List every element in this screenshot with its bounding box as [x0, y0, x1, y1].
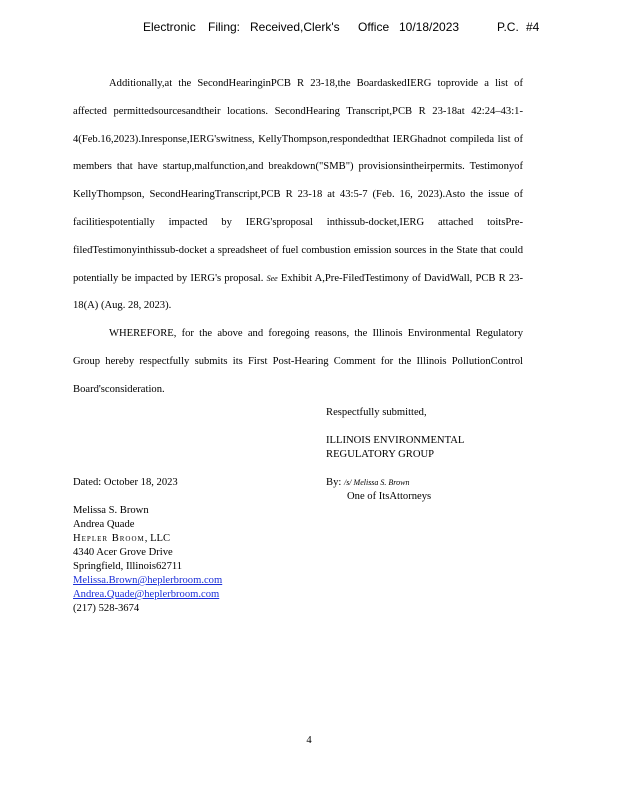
paragraph-1-citation: Exhibit A,Pre-FiledTestimony of DavidWall, PCB R 23-18(A) (Aug. 28, 2023).: [73, 272, 524, 312]
address-line-1: 4340 Acer Grove Drive: [73, 547, 173, 558]
paragraph-2: WHEREFORE, for the above and foregoing reasons, the Illinois Environmental Regulatory Group hereby respectfully submits its First Post-Hearing Comment for the Illinois PollutionControl Board'sconsideration.: [73, 328, 523, 395]
org-name-line1: ILLINOIS ENVIRONMENTAL: [326, 435, 465, 446]
respectfully-submitted: Respectfully submitted,: [326, 407, 427, 418]
org-name-line2: REGULATORY GROUP: [326, 449, 435, 460]
firm-line: [73, 532, 222, 546]
page-number: 4: [306, 735, 312, 746]
contact-name-1: Melissa S. Brown: [73, 505, 149, 516]
email-link-1[interactable]: Melissa.Brown@heplerbroom.com: [73, 575, 223, 586]
signature-block: [326, 406, 464, 504]
header-pc-number: #4: [526, 20, 540, 34]
header-date: 10/18/2023: [399, 20, 460, 34]
header-received: Received,Clerk's: [250, 20, 340, 34]
email-link-2[interactable]: Andrea.Quade@heplerbroom.com: [73, 589, 220, 600]
document-body: [73, 70, 523, 404]
dated-line: Dated: October 18, 2023: [73, 477, 178, 488]
see-signal: See: [266, 273, 278, 283]
header-office: Office: [358, 20, 390, 34]
contact-block: [73, 504, 222, 616]
contact-name-2: Andrea Quade: [73, 519, 135, 530]
address-line-2: Springfield, Illinois62711: [73, 561, 183, 572]
one-of-attorneys: One of ItsAttorneys: [347, 491, 432, 502]
header-pc: P.C.: [497, 20, 519, 34]
electronic-signature: /s/ Melissa S. Brown: [343, 478, 410, 487]
paragraph-1-text: Additionally,at the SecondHearinginPCB R 23-18,the BoardaskedIERG toprovide a list of affected permittedsourcesandtheir locations. SecondHearing Transcript,PCB R 23-18at 42:24–43:1-4(Feb.16,2023).Inresponse,IERG'switness, KellyThompson,respondedthat IERGhadnot compileda list of members that have startup,malfunction,and breakdown("SMB") provisionsintheirpermits. Testimonyof KellyThompson, SecondHearingTranscript,PCB R 23-18 at 43:5-7 (Feb. 16, 2023).Asto the issue of facilitiespotentially impacted by IERG'sproposal inthissub-docket,IERG attached toitsPre-filedTestimonyinthissub-docket a spreadsheet of fuel combustion emission sources in the State that could potentially be impacted by IERG's proposal.: [73, 78, 523, 284]
by-line: [326, 476, 464, 490]
firm-name: Hepler Broom: [73, 533, 145, 544]
header-filing: Filing:: [208, 20, 241, 34]
paragraph-1: [73, 70, 523, 320]
by-label: By:: [326, 477, 342, 488]
header-electronic: Electronic: [143, 20, 196, 34]
firm-suffix: , LLC: [144, 533, 171, 544]
phone-number: (217) 528-3674: [73, 603, 140, 614]
